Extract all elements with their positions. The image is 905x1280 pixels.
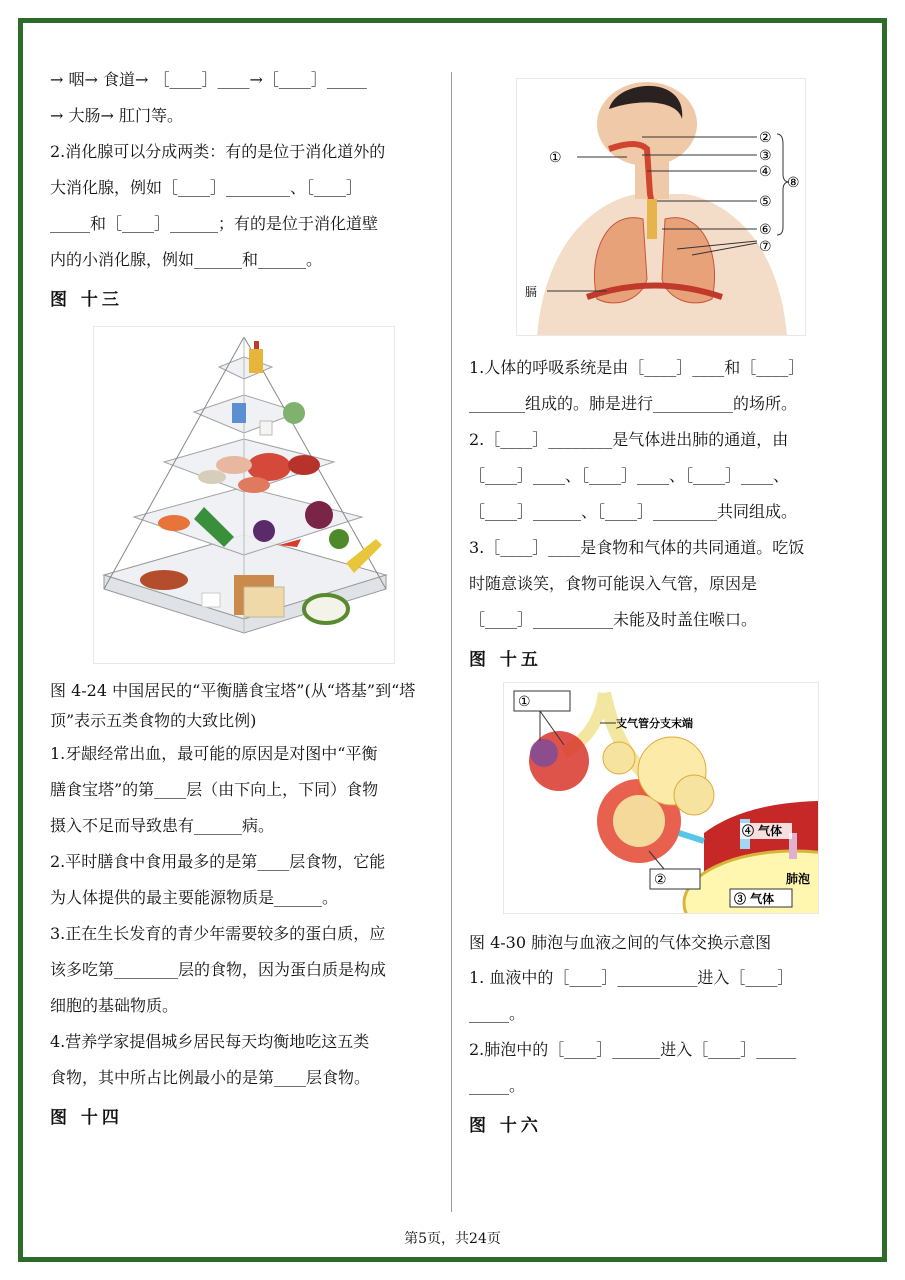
- resp-label-2: ②: [759, 130, 772, 146]
- alveoli-box-2: ②: [654, 872, 667, 888]
- right-column-bottom: [469, 926, 854, 1150]
- resp-label-5: ⑤: [759, 194, 772, 210]
- resp-label-diaphragm: 膈: [525, 285, 538, 299]
- figure-15-label: 图 十五: [469, 650, 542, 670]
- resp-question-2a: 2.［____］________是气体进出肺的通道，由: [469, 430, 789, 449]
- resp-question-1a: 1.人体的呼吸系统是由［____］____和［____］: [469, 358, 805, 377]
- figure-13-label: 图 十三: [50, 290, 123, 310]
- q2-line-1: 2.消化腺可以分成两类：有的是位于消化道外的: [50, 142, 386, 161]
- q2-line-3: _____和［____］______；有的是位于消化道壁: [50, 214, 379, 233]
- resp-label-6: ⑥: [759, 222, 772, 238]
- figure-16-label: 图 十六: [469, 1116, 542, 1136]
- resp-question-1b: _______组成的。肺是进行__________的场所。: [469, 394, 798, 413]
- food-pyramid-image: [93, 326, 395, 664]
- diet-question-4b: 食物，其中所占比例最小的是第____层食物。: [50, 1068, 371, 1087]
- alveoli-gas-4: ④ 气体: [742, 824, 783, 838]
- q2-line-4: 内的小消化腺，例如______和______。: [50, 250, 323, 269]
- column-divider: [451, 72, 452, 1212]
- pyramid-caption: 图 4-24 中国居民的“平衡膳食宝塔”(从“塔基”到“塔顶”表示五类食物的大致比例): [50, 681, 416, 730]
- alveoli-question-1a: 1. 血液中的［____］__________进入［____］: [469, 968, 794, 987]
- resp-label-3: ③: [759, 148, 772, 164]
- resp-label-7: ⑦: [759, 239, 772, 255]
- diet-question-4a: 4.营养学家提倡城乡居民每天均衡地吃这五类: [50, 1032, 370, 1051]
- diet-question-3b: 该多吃第________层的食物，因为蛋白质是构成: [50, 960, 387, 979]
- alveoli-caption: 图 4-30 肺泡与血液之间的气体交换示意图: [469, 933, 772, 952]
- resp-label-1: ①: [549, 150, 562, 166]
- alveoli-box-1: ①: [518, 694, 531, 710]
- resp-question-3c: ［____］__________未能及时盖住喉口。: [469, 610, 758, 629]
- diet-question-2a: 2.平时膳食中食用最多的是第____层食物，它能: [50, 852, 386, 871]
- resp-question-2b: ［____］____、［____］____、［____］____、: [469, 466, 790, 485]
- resp-label-4: ④: [759, 164, 772, 180]
- diet-question-1a: 1.牙龈经常出血，最可能的原因是对图中“平衡: [50, 744, 378, 763]
- resp-label-8: ⑧: [787, 175, 800, 191]
- q2-line-2: 大消化腺，例如［____］________、［____］: [50, 178, 363, 197]
- alveoli-gas-3: ③ 气体: [734, 892, 775, 906]
- figure-14-label: 图 十四: [50, 1108, 123, 1128]
- resp-question-2c: ［____］______、［____］________共同组成。: [469, 502, 798, 521]
- alveoli-alveolus-label: 肺泡: [786, 872, 811, 886]
- resp-question-3b: 时随意谈笑，食物可能误入气管，原因是: [469, 574, 758, 593]
- alveoli-question-1b: _____。: [469, 1004, 526, 1023]
- digestive-line-2: → 大肠→ 肛门等。: [50, 106, 183, 125]
- right-column-top: [469, 350, 854, 684]
- resp-question-3a: 3.［____］____是食物和气体的共同通道。吃饭: [469, 538, 805, 557]
- diet-question-3a: 3.正在生长发育的青少年需要较多的蛋白质，应: [50, 924, 386, 943]
- diet-question-3c: 细胞的基础物质。: [50, 996, 179, 1015]
- alveoli-bronchiole-label: 支气管分支末端: [616, 717, 693, 730]
- page-footer: 第5页，共24页: [404, 1231, 501, 1247]
- respiratory-system-diagram: [516, 78, 806, 336]
- digestive-line-1: → 咽→ 食道→ ［____］____→［____］_____: [50, 70, 367, 89]
- diet-question-2b: 为人体提供的最主要能源物质是______。: [50, 888, 339, 907]
- diet-question-1c: 摄入不足而导致患有______病。: [50, 816, 275, 835]
- alveoli-question-2a: 2.肺泡中的［____］______进入［____］_____: [469, 1040, 797, 1059]
- alveoli-diagram: [503, 682, 819, 914]
- diet-question-1b: 膳食宝塔”的第____层（由下向上，下同）食物: [50, 780, 379, 799]
- alveoli-question-2b: _____。: [469, 1076, 526, 1095]
